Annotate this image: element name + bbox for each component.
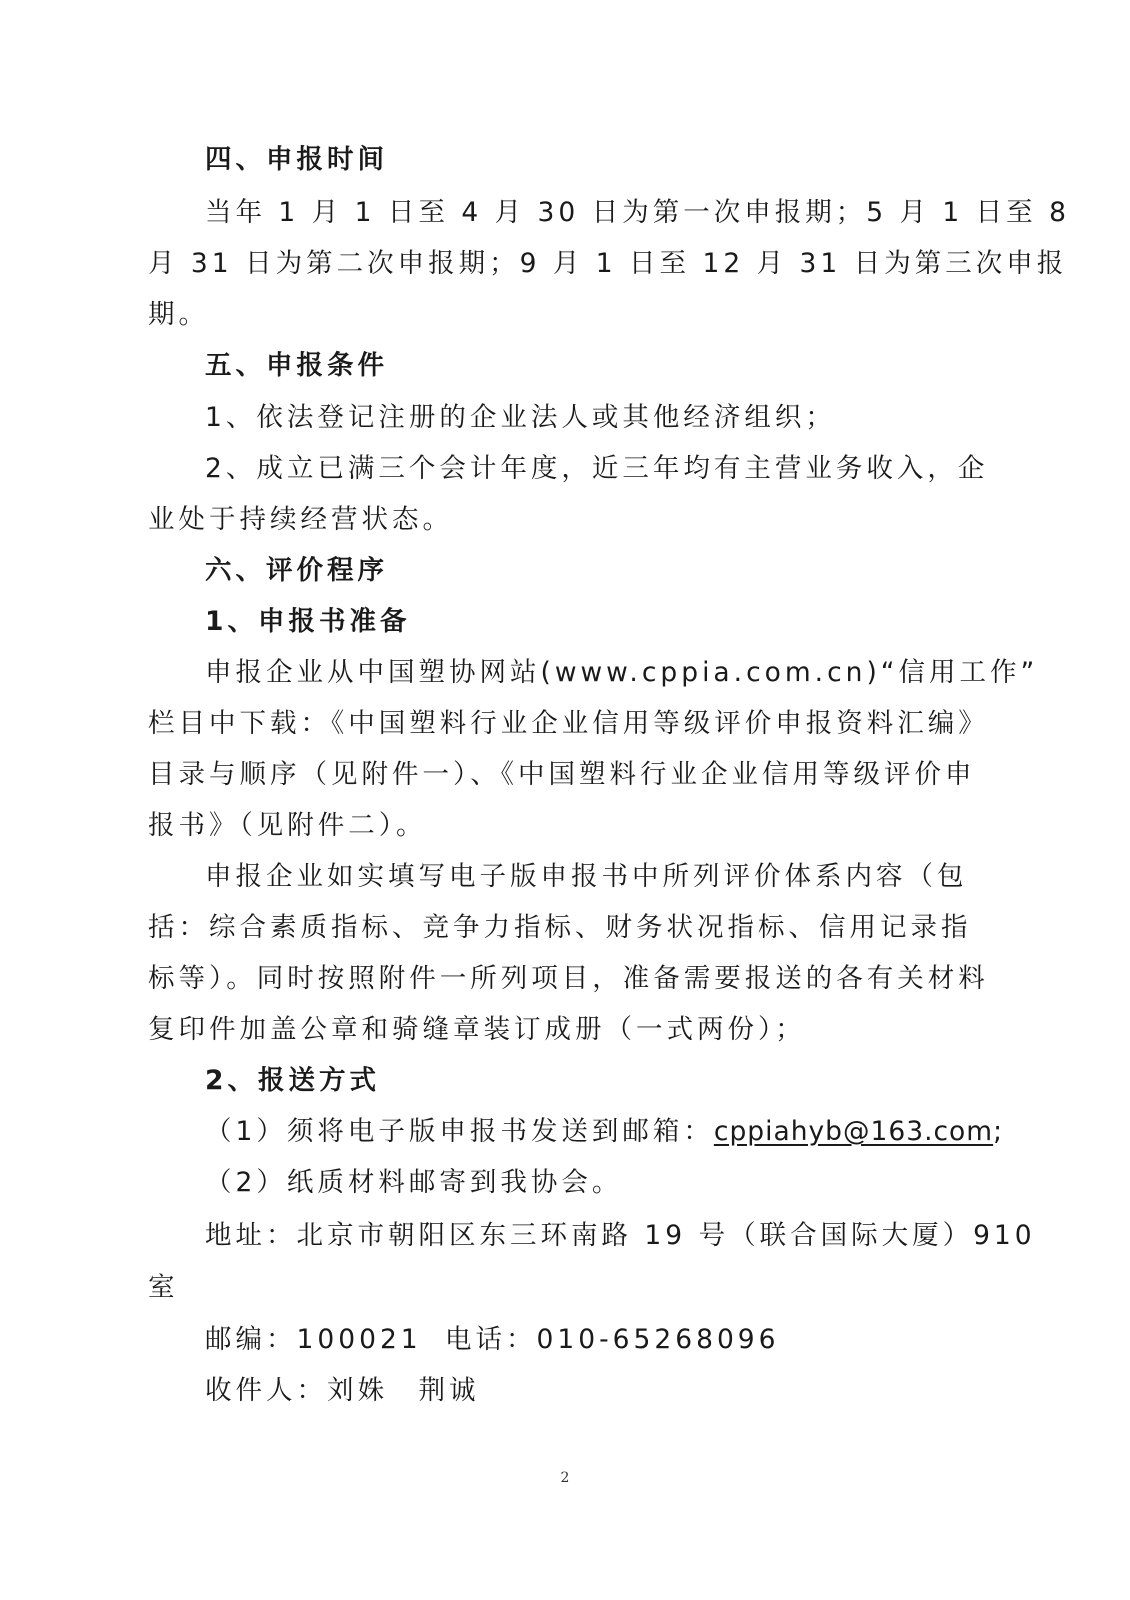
section6-sub1-heading: 1、申报书准备 xyxy=(205,606,411,637)
section4-heading: 四、申报时间 xyxy=(205,144,388,175)
recipients: 收件人：刘姝 荆诚 xyxy=(205,1375,480,1406)
section6-heading: 六、评价程序 xyxy=(205,555,388,586)
postcode: 邮编：100021 xyxy=(205,1324,422,1355)
email-link[interactable]: cppiahyb@163.com xyxy=(713,1116,994,1147)
para2-line-1: 申报企业如实填写电子版申报书中所列评价体系内容（包 xyxy=(205,861,968,892)
address-line-1: 地址：北京市朝阳区东三环南路 19 号（联合国际大厦）910 xyxy=(205,1220,1036,1251)
para2-line-3: 标等）。同时按照附件一所列项目，准备需要报送的各有关材料 xyxy=(148,963,989,994)
delivery-item-1-suffix: ; xyxy=(993,1116,1007,1147)
para1-line-4: 报书》（见附件二）。 xyxy=(148,810,427,841)
phone: 电话：010-65268096 xyxy=(445,1324,780,1355)
delivery-item-1-text: （1）须将电子版申报书发送到邮箱： xyxy=(205,1116,714,1147)
para1-line-3: 目录与顺序（见附件一）、《中国塑料行业企业信用等级评价申 xyxy=(148,759,976,790)
address-line-2: 室 xyxy=(148,1272,179,1303)
section4-line-3: 期。 xyxy=(148,299,209,330)
section5-line-3: 业处于持续经营状态。 xyxy=(148,504,453,535)
para1-line-2: 栏目中下载：《中国塑料行业企业信用等级评价申报资料汇编》 xyxy=(148,708,989,739)
delivery-item-1 xyxy=(205,1114,1006,1150)
section5-line-2: 2、成立已满三个会计年度，近三年均有主营业务收入，企 xyxy=(205,453,989,484)
para2-line-4: 复印件加盖公章和骑缝章装订成册（一式两份）； xyxy=(148,1014,806,1045)
para2-line-2: 括：综合素质指标、竞争力指标、财务状况指标、信用记录指 xyxy=(148,912,972,943)
para1-line-1: 申报企业从中国塑协网站(www.cppia.com.cn)“信用工作” xyxy=(205,657,1039,688)
delivery-item-2: （2）纸质材料邮寄到我协会。 xyxy=(205,1167,623,1198)
section6-sub2-heading: 2、报送方式 xyxy=(205,1065,380,1096)
section4-line-1: 当年 1 月 1 日至 4 月 30 日为第一次申报期；5 月 1 日至 8 xyxy=(205,197,1070,228)
section4-line-2: 月 31 日为第二次申报期；9 月 1 日至 12 月 31 日为第三次申报 xyxy=(148,248,1068,279)
section5-line-1: 1、依法登记注册的企业法人或其他经济组织； xyxy=(205,402,836,433)
page-number: 2 xyxy=(560,1470,570,1486)
section5-heading: 五、申报条件 xyxy=(205,350,388,381)
